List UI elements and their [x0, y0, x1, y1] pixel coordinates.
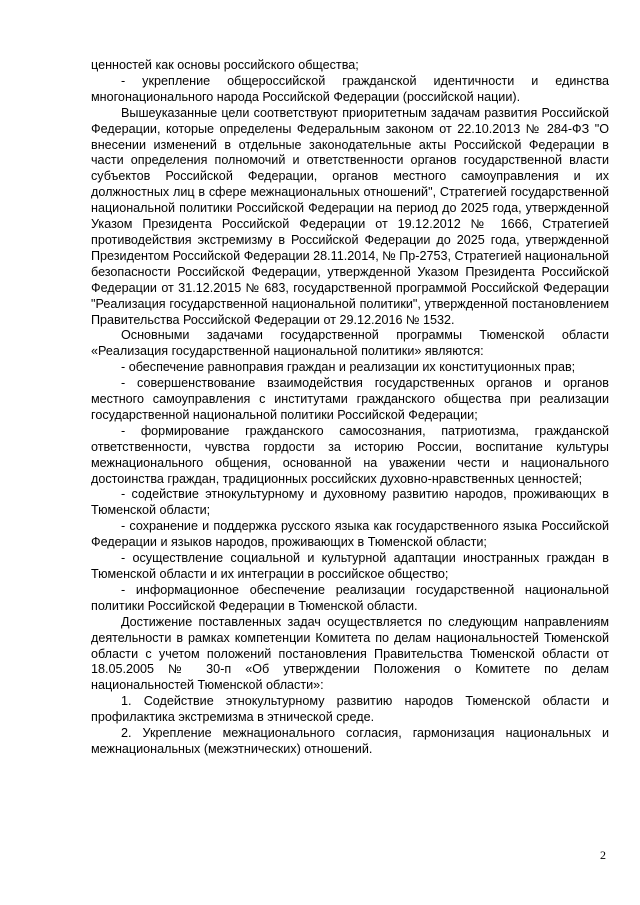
body-paragraph: - информационное обеспечение реализации государственной национальной политики Российской Федерации в Тюменской области.: [91, 582, 609, 613]
body-paragraph: - укрепление общероссийской гражданской идентичности и единства многонационального народа Российской Федерации (российской нации).: [91, 73, 609, 104]
page-number: 2: [600, 848, 606, 862]
body-paragraph: - содействие этнокультурному и духовному развитию народов, проживающих в Тюменской области;: [91, 487, 609, 518]
body-paragraph: - сохранение и поддержка русского языка как государственного языка Российской Федерации и языков народов, проживающих в Тюменской области;: [91, 519, 609, 550]
document-body: [91, 58, 609, 758]
body-paragraph: - обеспечение равноправия граждан и реализации их конституционных прав;: [121, 360, 576, 375]
body-paragraph: - совершенствование взаимодействия государственных органов и органов местного самоуправления с институтами гражданского общества при реализации государственной национальной политики Российской Федерации;: [91, 376, 609, 422]
body-paragraph: - осуществление социальной и культурной адаптации иностранных граждан в Тюменской области и их интеграции в российское общество;: [91, 551, 609, 581]
body-paragraph: Основными задачами государственной программы Тюменской области «Реализация государственной национальной политики» являются:: [91, 328, 609, 359]
body-paragraph: Вышеуказанные цели соответствуют приоритетным задачам развития Российской Федерации, которые определены Федеральным законом от 22.10.2013 № 284-ФЗ "О внесении изменений в отдельные законодательные акты Российской Федерации в части определения полномочий и ответственности органов государственной власти субъектов Российской Федерации, органов местного самоуправления и их должностных лиц в сфере межнациональных отношений", Стратегией государственной национальной политики Российской Федерации на период до 2025 года, утвержденной Указом Президента Российской Федерации от 19.12.2012 № 1666, Стратегией противодействия экстремизму в Российской Федерации до 2025 года, утвержденной Президентом Российской Федерации 28.11.2014, № Пр-2753, Стратегией национальной безопасности Российской Федерации, утвержденной Указом Президента Российской Федерации от 31.12.2015 № 683, государственной программой Российской Федерации "Реализация государственной национальной политики", утвержденной постановлением Правительства Российской Федерации от 29.12.2016 № 1532.: [91, 105, 609, 327]
body-paragraph: ценностей как основы российского общества;: [91, 58, 359, 72]
body-paragraph: 2. Укрепление межнационального согласия, гармонизация национальных и межнациональных (межэтнических) отношений.: [91, 726, 609, 756]
body-paragraph: Достижение поставленных задач осуществляется по следующим направлениям деятельности в рамках компетенции Комитета по делам национальностей Тюменской области с учетом положений постановления Правительства Тюменской области от 18.05.2005 № 30-п «Об утверждении Положения о Комитете по делам национальностей Тюменской области»:: [91, 614, 609, 693]
body-paragraph: 1. Содействие этнокультурному развитию народов Тюменской области и профилактика экстремизма в этнической среде.: [91, 694, 609, 725]
body-paragraph: - формирование гражданского самосознания, патриотизма, гражданской ответственности, чувства гордости за историю России, воспитание культуры межнационального общения, основанной на уважении чести и национального достоинства граждан, традиционных российских духовно-нравственных ценностей;: [91, 423, 609, 486]
